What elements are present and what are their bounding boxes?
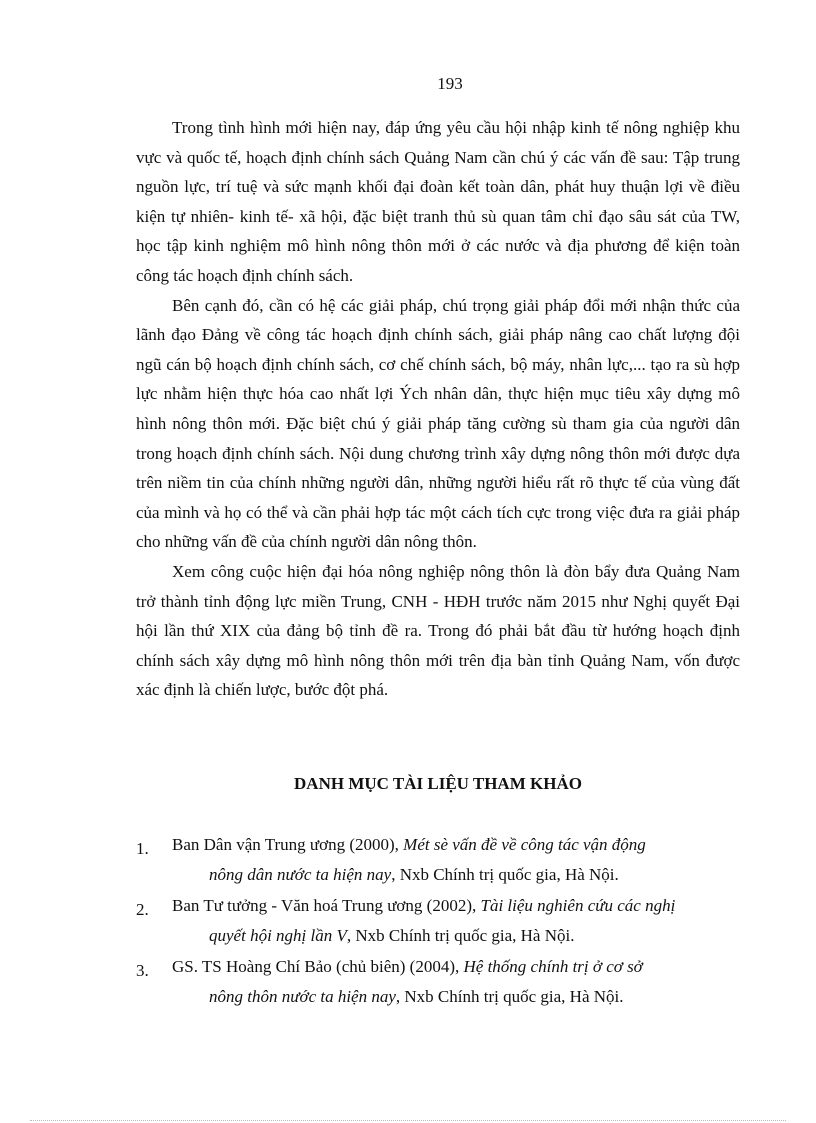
reference-list (136, 830, 740, 1014)
reference-publisher: , Nxb Chính trị quốc gia, Hà Nội. (346, 925, 575, 945)
references-heading: DANH MỤC TÀI LIỆU THAM KHẢO (294, 774, 582, 793)
reference-number: 2. (136, 900, 149, 920)
paragraph: Trong tình hình mới hiện nay, đáp ứng yêu cầu hội nhập kinh tế nông nghiệp khu vực và quốc tế, hoạch định chính sách Quảng Nam cần chú ý các vấn đề sau: Tập trung nguồn lực, trí tuệ và sức mạnh khối đại đoàn kết toàn dân, phát huy thuận lợi về điều kiện tự nhiên- kinh tế- xã hội, đặc biệt tranh thủ sù quan tâm chỉ đạo sâu sát của TW, học tập kinh nghiệm mô hình nông thôn mới ở các nước và địa phương để kiện toàn công tác hoạch định chính sách. (136, 118, 740, 285)
reference-item (136, 891, 740, 950)
reference-line-1 (172, 830, 740, 860)
page-number: 193 (437, 74, 463, 93)
reference-line-2 (172, 860, 740, 890)
reference-line-1 (172, 891, 740, 921)
reference-title-part-1: Hệ thống chính trị ở cơ sở (463, 957, 643, 977)
reference-publisher: , Nxb Chính trị quốc gia, Hà Nội. (391, 864, 619, 884)
page-bottom-rule (30, 1120, 786, 1121)
reference-author: Ban Tư tưởng - Văn hoá Trung ương (2002), (172, 896, 481, 916)
reference-publisher: , Nxb Chính trị quốc gia, Hà Nội. (395, 986, 624, 1006)
reference-number: 3. (136, 961, 149, 981)
reference-title-part-2: nông thôn nước ta hiện nay (209, 986, 396, 1006)
reference-title-part-2: nông dân nước ta hiện nay (209, 864, 392, 884)
paragraph: Bên cạnh đó, cần có hệ các giải pháp, chú trọng giải pháp đổi mới nhận thức của lãnh đạo Đảng về công tác hoạch định chính sách, giải pháp nâng cao chất lượng đội ngũ cán bộ hoạch định chính sách, cơ chế chính sách, bộ máy, nhân lực,... tạo ra sù hợp lực nhằm hiện thực hóa cao nhất lợi Ých nhân dân, thực hiện mục tiêu xây dựng mô hình nông thôn mới. Đặc biệt chú ý giải pháp tăng cường sù tham gia của người dân trong hoạch định chính sách. Nội dung chương trình xây dựng nông thôn mới được dựa trên niềm tin của chính những người dân, những người hiểu rất rõ thực tế của vùng đất của mình và họ có thể và cần phải hợp tác một cách tích cực trong việc đưa ra giải pháp cho những vấn đề của chính người dân nông thôn. (136, 295, 740, 552)
reference-line-2 (172, 921, 740, 951)
reference-author: Ban Dân vận Trung ương (2000), (172, 835, 404, 854)
reference-title-part-1: Tài liệu nghiên cứu các nghị (480, 896, 676, 916)
reference-line-2 (172, 982, 740, 1012)
reference-author: GS. TS Hoàng Chí Bảo (chủ biên) (2004), (172, 957, 464, 977)
reference-item (136, 830, 740, 889)
reference-title-part-2: quyết hội nghị lần V (209, 925, 347, 945)
reference-number: 1. (136, 839, 149, 858)
reference-line-1 (172, 952, 740, 982)
body-text (136, 113, 740, 705)
reference-item (136, 952, 740, 1011)
reference-title-part-1: Mét sè vấn đề về công tác vận động (403, 835, 646, 854)
paragraph: Xem công cuộc hiện đại hóa nông nghiệp nông thôn là đòn bẩy đưa Quảng Nam trở thành tỉnh động lực miền Trung, CNH - HĐH trước năm 2015 như Nghị quyết Đại hội lần thứ XIX của đảng bộ tỉnh đề ra. Trong đó phải bắt đầu từ hướng hoạch định chính sách xây dựng mô hình nông thôn mới trên địa bàn tỉnh Quảng Nam, vốn được xác định là chiến lược, bước đột phá. (136, 561, 740, 700)
